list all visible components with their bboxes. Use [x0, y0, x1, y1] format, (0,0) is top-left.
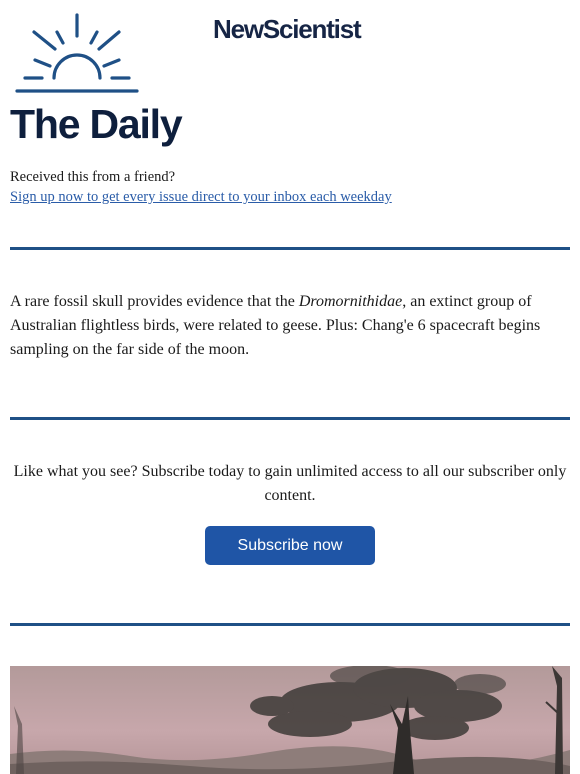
- divider: [10, 417, 570, 420]
- signup-link[interactable]: Sign up now to get every issue direct to your inbox each weekday: [10, 189, 392, 205]
- sunrise-icon: [14, 12, 140, 96]
- friend-prompt: Received this from a friend?: [10, 169, 176, 185]
- divider: [10, 623, 570, 626]
- newsletter-title: The Daily: [10, 101, 182, 147]
- summary-text-end: , an extinct group of Australian flightless birds, were related to geese. Plus: Chang'e 6 spacecraft begins sampling on the far side of the moon.: [10, 293, 541, 358]
- summary-text-start: A rare fossil skull provides evidence that the: [10, 293, 299, 310]
- summary-emphasis: Dromornithidae: [298, 293, 403, 310]
- divider: [10, 247, 570, 250]
- subscribe-now-button[interactable]: Subscribe now: [205, 526, 375, 565]
- subscribe-pitch: Like what you see? Subscribe today to gain unlimited access to all our subscriber only content.: [13, 463, 567, 504]
- landscape-painting: [10, 666, 570, 774]
- newscientist-logo[interactable]: NewScientist: [213, 14, 361, 44]
- hero-illustration[interactable]: [10, 666, 570, 774]
- newsletter-summary: [10, 290, 570, 362]
